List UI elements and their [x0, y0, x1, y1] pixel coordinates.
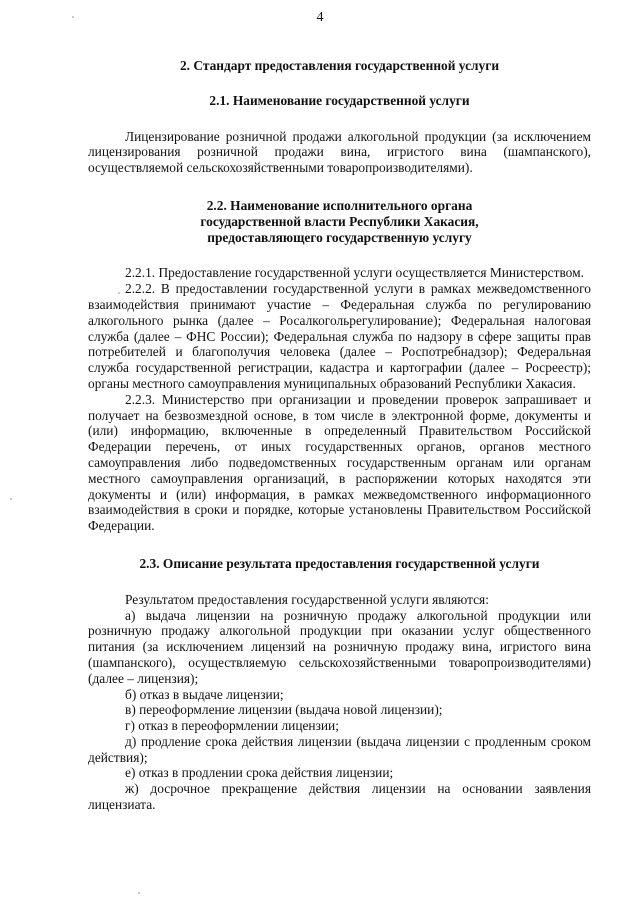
section-2-2-title-line: 2.2. Наименование исполнительного органа: [206, 197, 473, 213]
section-2-2-title: [88, 198, 591, 245]
result-item-zh: ж) досрочное прекращение действия лицензии на основании заявления лицензиата.: [88, 781, 591, 813]
section-2-3-title: 2.3. Описание результата предоставления государственной услуги: [139, 555, 540, 571]
paragraph-2-2-3: 2.2.3. Министерство при организации и проведении проверок запрашивает и получает на безвозмездной основе, в том числе в электронной форме, документы и (или) информацию, включенные в определенный Правительством Российской Федерации перечень, от иных государственных органов, органов местного самоуправления либо подведомственных государственным органам или органам местного самоуправления организаций, в распоряжении которых находятся эти документы и (или) информация, в рамках межведомственного информационного взаимодействия в сроки и порядке, которые установлены Правительством Российской Федерации.: [88, 391, 591, 534]
section-2-1-text: Лицензирование розничной продажи алкогольной продукции (за исключением лицензирования розничной продажи вина, игристого вина (шампанского), осуществляемой сельскохозяйственными товаропроизводителями).: [88, 128, 591, 176]
scan-speck: [10, 498, 12, 500]
result-item-a: а) выдача лицензии на розничную продажу алкогольной продукции или розничную продажу алкогольной продукции при оказании услуг общественного питания (за исключением лицензий на розничную продажу вина, игристого вина (шампанского), осуществляемую сельскохозяйственными товаропроизводителями) (далее – лицензия);: [88, 607, 591, 686]
section-2-title: 2. Стандарт предоставления государственной услуги: [179, 58, 500, 73]
page-number: 4: [316, 10, 324, 25]
result-item-b: б) отказ в выдаче лицензии;: [125, 686, 284, 702]
result-item-e: е) отказ в продлении срока действия лицензии;: [125, 765, 394, 781]
scan-speck: [138, 892, 140, 894]
result-item-g: г) отказ в переоформлении лицензии;: [125, 718, 339, 734]
section-2-3-intro: Результатом предоставления государственной услуги являются:: [125, 591, 489, 607]
result-item-d: д) продление срока действия лицензии (выдача лицензии с продленным сроком действия);: [88, 733, 591, 765]
result-item-v: в) переоформление лицензии (выдача новой лицензии);: [125, 702, 443, 718]
section-2-2-title-line: государственной власти Республики Хакасия,: [200, 213, 479, 229]
paragraph-2-2-1: 2.2.1. Предоставление государственной услуги осуществляется Министерством.: [125, 265, 584, 281]
section-2-2-title-line: предоставляющего государственную услугу: [207, 229, 472, 245]
section-2-1-title: 2.1. Наименование государственной услуги: [209, 92, 470, 108]
scan-speck: [72, 16, 74, 18]
paragraph-2-2-2: 2.2.2. В предоставлении государственной услуги в рамках межведомственного взаимодействия принимают участие – Федеральная служба по регулированию алкогольного рынка (далее – Росалкогольрегулирование); Федеральная налоговая служба (далее – ФНС России); Федеральная служба по надзору в сфере защиты прав потребителей и благополучия человека (далее – Роспотребнадзор); Федеральная служба государственной регистрации, кадастра и картографии (далее – Росреестр); органы местного самоуправления муниципальных образований Республики Хакасия.: [88, 281, 591, 391]
document-body: [88, 58, 591, 813]
